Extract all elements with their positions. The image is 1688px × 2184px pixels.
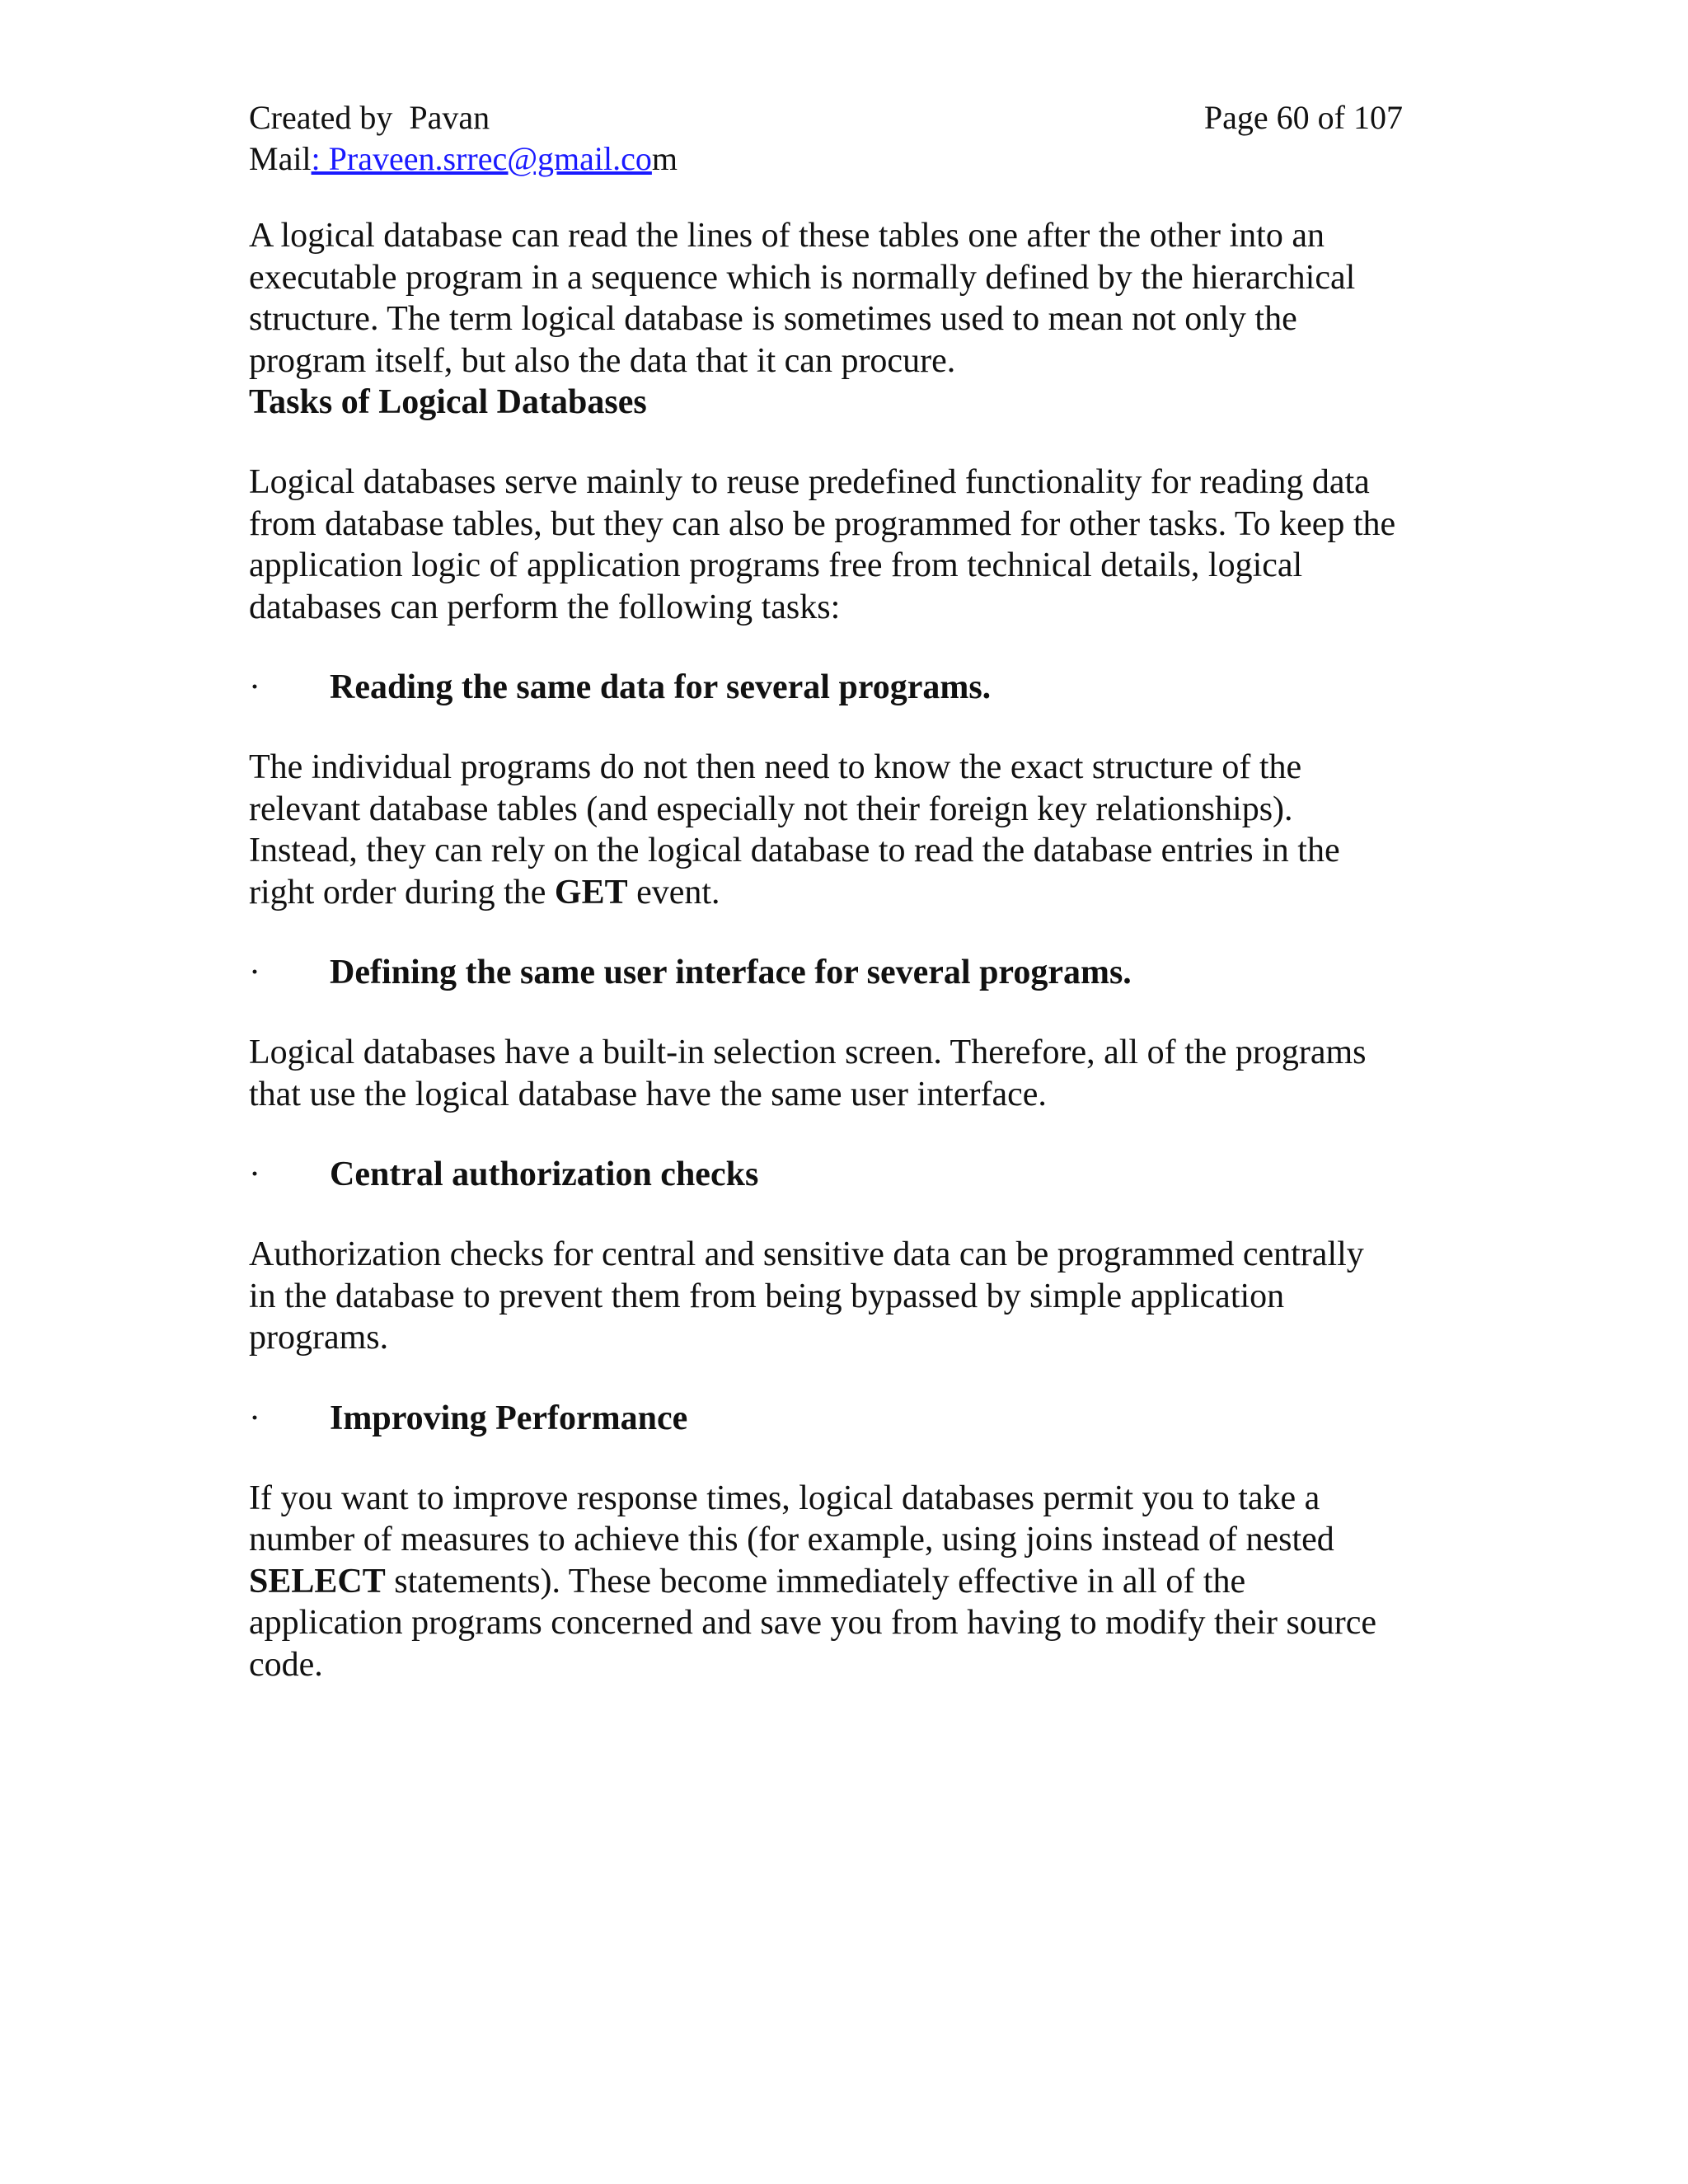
paragraph-line: number of measures to achieve this (for example, using joins instead of nested [249,1521,1334,1558]
bullet-item [249,952,1452,993]
bullet-paragraph [249,1234,1452,1359]
document-page [249,97,1452,1685]
intro-line: executable program in a sequence which is normally defined by the hierarchical [249,258,1356,297]
bullet-paragraph [249,1032,1452,1115]
select-keyword: SELECT [249,1562,386,1601]
paragraph-line-prefix: right order during the [249,873,555,912]
paragraph-line: in the database to prevent them from being bypassed by simple application [249,1277,1285,1315]
mail-label: Mail [249,140,312,177]
mail-link[interactable]: : Praveen.srrec@gmail.co [311,140,652,177]
bullet-dot: · [249,954,260,991]
get-keyword: GET [554,873,628,912]
paragraph-line-suffix: event. [627,873,720,912]
bullet-title: Reading the same data for several programs. [330,668,992,706]
created-by: Created by Pavan [249,99,490,136]
paragraph-line: Authorization checks for central and sensitive data can be programmed centrally [249,1235,1364,1273]
bullet-item [249,1398,1452,1439]
bullet-item [249,1154,1452,1195]
paragraph-line: Logical databases have a built-in selection screen. Therefore, all of the programs [249,1033,1367,1071]
paragraph-line: If you want to improve response times, logical databases permit you to take a [249,1479,1320,1517]
bullet-dot: · [249,1155,260,1193]
paragraph-line: relevant database tables (and especially not their foreign key relationships). [249,790,1293,828]
tasks-intro-paragraph [249,462,1452,628]
intro-line: structure. The term logical database is sometimes used to mean not only the [249,300,1297,338]
tasks-intro-line: from database tables, but they can also be programmed for other tasks. To keep the [249,504,1396,543]
bullet-item [249,667,1452,708]
intro-line: A logical database can read the lines of these tables one after the other into an [249,217,1325,255]
page-number: Page 60 of 107 [1203,99,1403,136]
tasks-intro-line: application logic of application programs free from technical details, logical [249,546,1303,584]
paragraph-line: Instead, they can rely on the logical database to read the database entries in the [249,832,1340,869]
mail-line [249,138,1452,180]
bullet-title: Central authorization checks [330,1155,759,1193]
paragraph-line: application programs concerned and save you from having to modify their source [249,1604,1377,1642]
mail-suffix: m [651,140,678,177]
intro-line: program itself, but also the data that it can procure. [249,341,956,380]
bullet-dot: · [249,1399,260,1437]
paragraph-line: code. [249,1645,323,1684]
tasks-intro-line: Logical databases serve mainly to reuse predefined functionality for reading data [249,463,1370,501]
paragraph-line: programs. [249,1319,389,1357]
page-header [249,97,1452,180]
tasks-intro-line: databases can perform the following tasks: [249,588,841,626]
bullet-dot: · [249,668,260,706]
section-heading: Tasks of Logical Databases [249,383,647,421]
paragraph-line: The individual programs do not then need to know the exact structure of the [249,748,1302,786]
bullet-title: Improving Performance [330,1399,688,1437]
bullet-paragraph [249,747,1452,913]
header-row [249,97,1403,138]
paragraph-line: that use the logical database have the same user interface. [249,1075,1047,1113]
paragraph-line-suffix: statements). These become immediately effective in all of the [385,1562,1246,1601]
bullet-title: Defining the same user interface for several programs. [330,954,1132,991]
intro-paragraph [249,215,1452,382]
bullet-paragraph [249,1478,1452,1686]
